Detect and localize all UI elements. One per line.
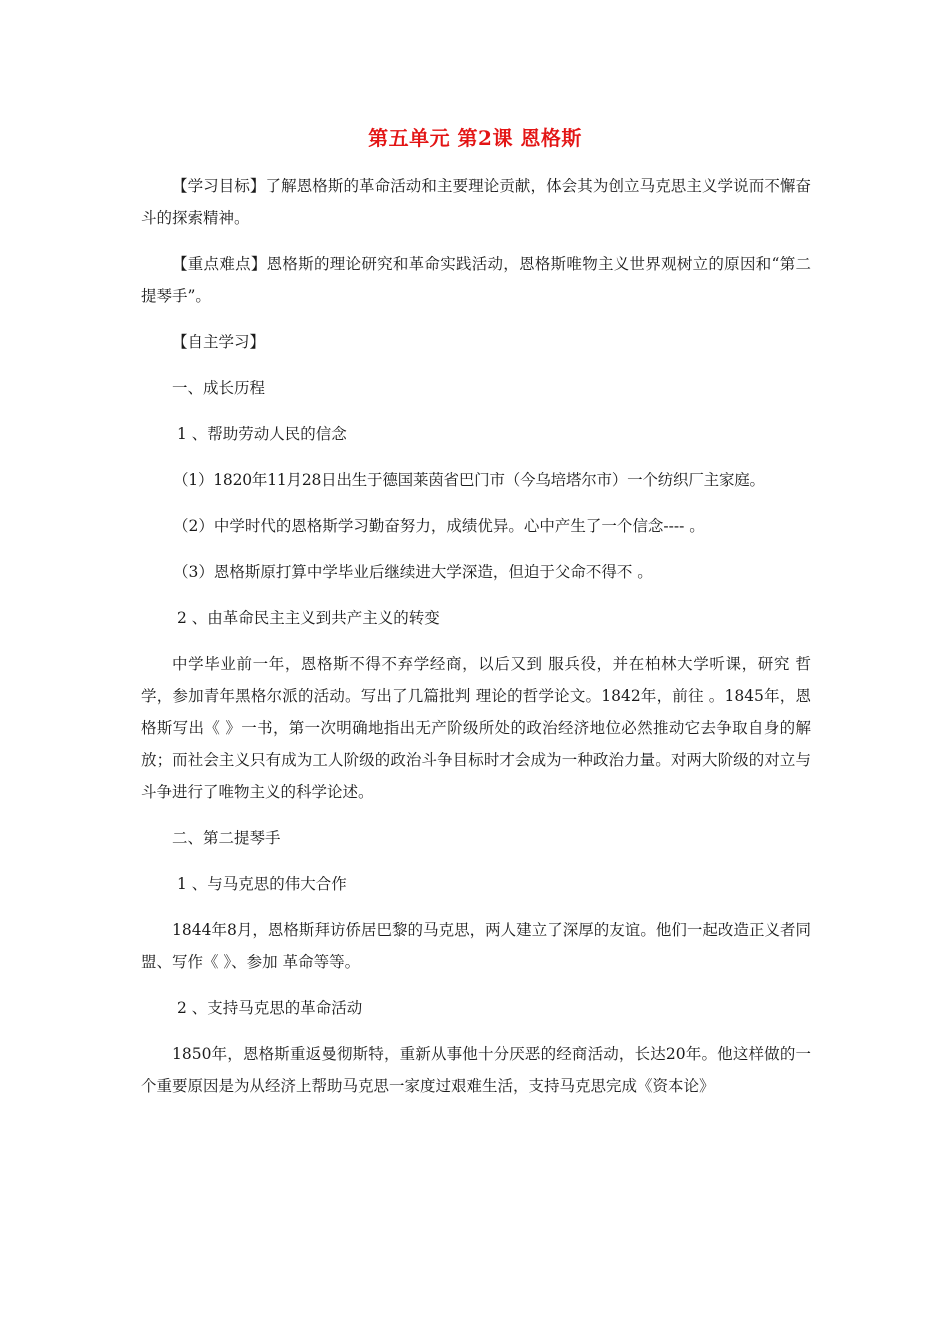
- paragraph-transition: 中学毕业前一年，恩格斯不得不弃学经商，以后又到 服兵役，并在柏林大学听课，研究 哲学，参加青年黑格尔派的活动。写出了几篇批判 理论的哲学论文。1842年，前往 。1845年，恩格斯写出《 》一书，第一次明确地指出无产阶级所处的政治经济地位必然推动它去争取自身的解放；而社会主义只有成为工人阶级的政治斗争目标时才会成为一种政治力量。对两大阶级的对立与斗争进行了唯物主义的科学论述。: [141, 655, 811, 801]
- self-study-heading: 【自主学习】: [172, 333, 266, 351]
- paragraph-cooperation: 1844年8月，恩格斯拜访侨居巴黎的马克思，两人建立了深厚的友谊。他们一起改造正义者同盟、写作《 》、参加 革命等等。: [141, 921, 811, 971]
- document-title: 第五单元 第2课 恩格斯: [368, 126, 582, 150]
- subheading-belief: 1 、帮助劳动人民的信念: [177, 425, 347, 443]
- learning-objective: 【学习目标】了解恩格斯的革命活动和主要理论贡献，体会其为创立马克思主义学说而不懈奋斗的探索精神。: [141, 177, 811, 227]
- list-item-school: （2）中学时代的恩格斯学习勤奋努力，成绩优异。心中产生了一个信念---- 。: [173, 517, 705, 535]
- subheading-support: 2 、支持马克思的革命活动: [177, 999, 363, 1017]
- list-item-university: （3）恩格斯原打算中学毕业后继续进大学深造，但迫于父命不得不 。: [173, 563, 653, 581]
- list-item-birth: （1）1820年11月28日出生于德国莱茵省巴门市（今乌培塔尔市）一个纺织厂主家庭。: [173, 471, 765, 489]
- section-heading-second-violin: 二、第二提琴手: [172, 829, 281, 847]
- subheading-cooperation: 1 、与马克思的伟大合作: [177, 875, 347, 893]
- key-points: 【重点难点】恩格斯的理论研究和革命实践活动，恩格斯唯物主义世界观树立的原因和“第二提琴手”。: [141, 255, 811, 305]
- paragraph-support: 1850年，恩格斯重返曼彻斯特，重新从事他十分厌恶的经商活动，长达20年。他这样做的一个重要原因是为从经济上帮助马克思一家度过艰难生活，支持马克思完成《资本论》: [141, 1045, 811, 1095]
- section-heading-growth: 一、成长历程: [172, 379, 266, 397]
- document-body: [141, 170, 811, 1116]
- subheading-transition: 2 、由革命民主主义到共产主义的转变: [177, 609, 440, 627]
